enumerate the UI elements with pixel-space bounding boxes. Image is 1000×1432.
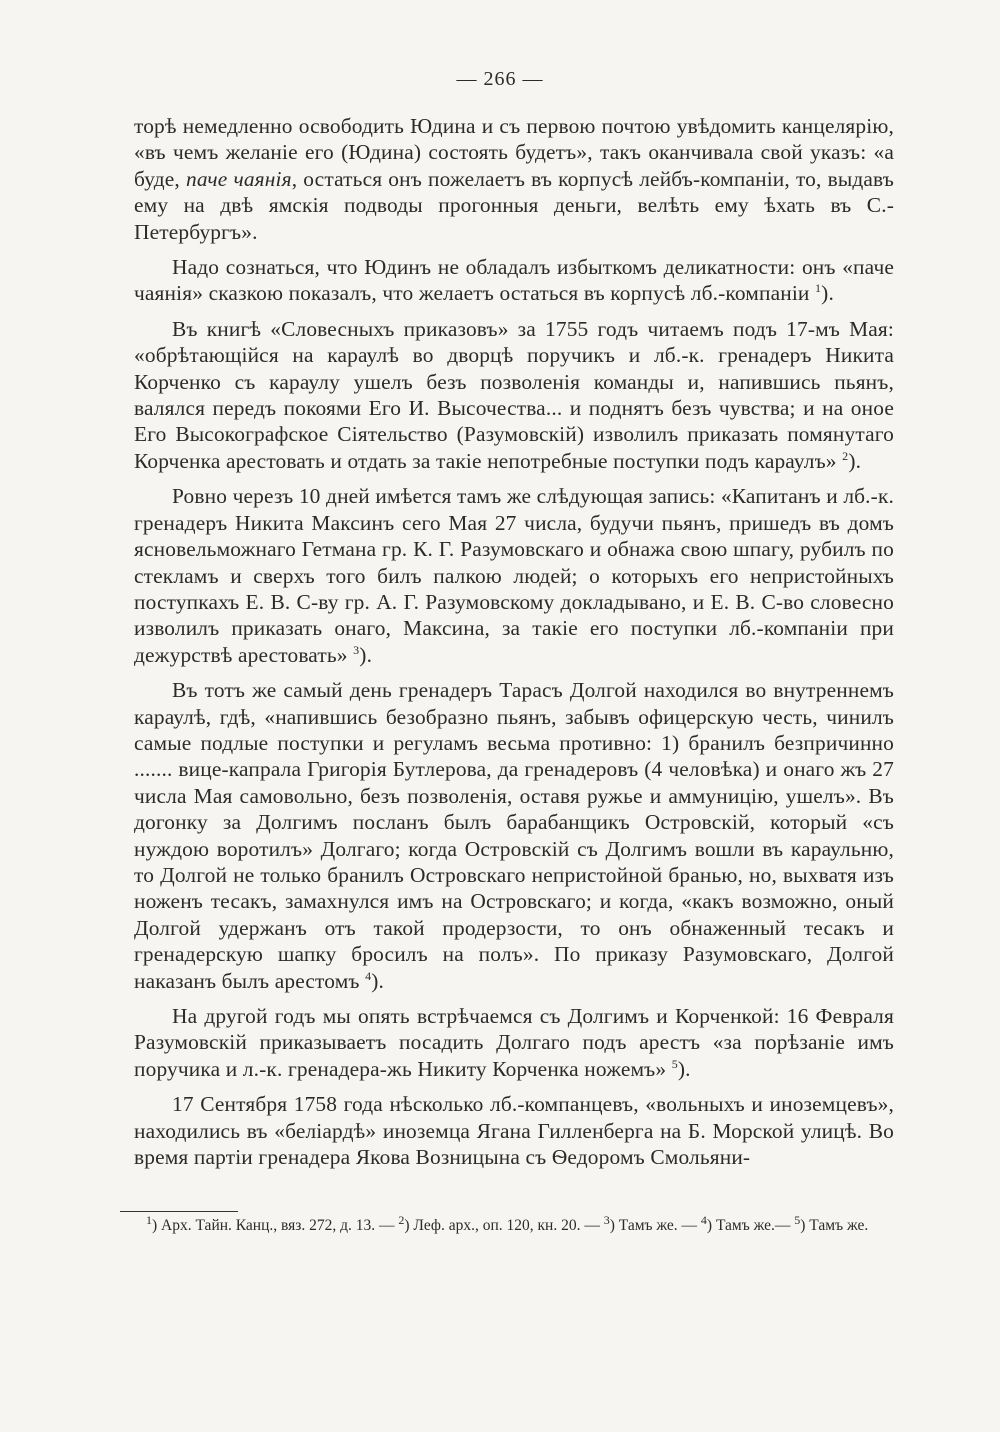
footnote-ref-3: 3 — [353, 642, 360, 657]
footnote-ref-2: 2 — [842, 448, 849, 463]
paragraph-6 — [134, 1003, 894, 1082]
paragraph-3-tail: ). — [848, 448, 862, 473]
paragraph-2-tail: ). — [821, 281, 834, 306]
footnote-text-1: ) Арх. Тайн. Канц., вяз. 272, д. 13. — — [152, 1217, 399, 1234]
paragraph-4 — [134, 483, 894, 668]
paragraph-1-italic: паче чаянія — [185, 166, 292, 191]
body-text — [134, 113, 894, 1179]
footnote-text-2: ) Леф. арх., оп. 120, кн. 20. — — [404, 1217, 604, 1234]
paragraph-1 — [134, 113, 894, 245]
paragraph-4-text: Ровно черезъ 10 дней имѣется тамъ же слѣдующая запись: «Капитанъ и лб.-к. гренадеръ Никита Максинъ сего Мая 27 числа, будучи пьянъ, пришедъ въ домъ ясновельможнаго Гетмана гр. К. Г. Разумовскаго и обнажа свою шпагу, рубилъ по стекламъ и сверхъ того билъ палкою людей; о которыхъ его непристойныхъ поступкахъ Е. В. С-ву гр. А. Г. Разумовскому докладывано, и Е. В. С-во словесно изволилъ приказать онаго, Максина, за такіе его поступки лб.-компаніи при дежурствѣ арестовать» — [134, 484, 894, 667]
paragraph-3-text: Въ книгѣ «Словесныхъ приказовъ» за 1755 годъ читаемъ подъ 17-мъ Мая: «обрѣтающійся на караулѣ во дворцѣ поручикъ и лб.-к. гренадеръ Никита Корченко съ караулу ушелъ безъ позволенія команды и, напившись пьянъ, валялся передъ покоями Его И. Высочества... и поднятъ безъ чувства; и на оное Его Высокографское Сіятельство (Разумовскій) изволилъ приказать помянутаго Корченка арестовать и отдать за такіе непотребные поступки подъ караулъ» — [134, 316, 894, 473]
paragraph-5-text: Въ тотъ же самый день гренадеръ Тарасъ Долгой находился во внутреннемъ караулѣ, гдѣ, «напившись безобразно пьянъ, забывъ офицерскую честь, чинилъ самые подлые поступки и регуламъ весьма противно: 1) бранилъ безпричинно ....... вице-капрала Григорія Бутлерова, да гренадеровъ (4 человѣка) и онаго жъ 27 числа Мая самовольно, безъ позволенія, оставя ружье и аммуницію, ушелъ». Въ догонку за Долгимъ посланъ былъ барабанщикъ Островскій, который «съ нуждою воротилъ» Долгаго; когда Островскій съ Долгимъ вошли въ караульню, то Долгой не только бранилъ Островскаго непристойной бранью, но, выхватя изъ ноженъ тесакъ, замахнулся имъ на Островскаго; и когда, «какъ возможно, оный Долгой удержанъ отъ такой продерзости, то онъ обнаженный тесакъ и гренадерскую шапку бросилъ на полъ». По приказу Разумовскаго, Долгой наказанъ былъ арестомъ — [134, 678, 894, 993]
paragraph-2 — [134, 254, 894, 307]
footnote-text-4: ) Тамъ же.— — [706, 1217, 795, 1234]
paragraph-4-tail: ). — [359, 642, 373, 667]
footnote-number-2: 2 — [398, 1212, 405, 1227]
paragraph-2-text: Надо сознаться, что Юдинъ не обладалъ избыткомъ деликатности: онъ «паче чаянія» сказкою показалъ, что желаетъ остаться въ корпусѣ лб.-компаніи — [134, 255, 894, 306]
paragraph-3 — [134, 316, 894, 474]
footnote-divider — [120, 1211, 238, 1212]
paragraph-6-tail: ). — [677, 1056, 691, 1081]
paragraph-7 — [134, 1091, 894, 1170]
footnote-number-5: 5 — [794, 1212, 801, 1227]
footnote-text-3: ) Тамъ же. — — [609, 1217, 701, 1234]
footnote-line — [110, 1212, 900, 1236]
footnote-number-4: 4 — [700, 1212, 707, 1227]
footnote-ref-4: 4 — [365, 968, 372, 983]
footnote-number-3: 3 — [603, 1212, 610, 1227]
footnote-text-5: ) Тамъ же. — [800, 1217, 869, 1234]
paragraph-1-text-a: торѣ немедленно освободить Юдина и съ первою почтою увѣдомить канцелярію, «въ чемъ желаніе его (Юдина) состоять будетъ», такъ оканчивала свой указъ: «а буде, — [134, 114, 894, 191]
paragraph-6-text: На другой годъ мы опять встрѣчаемся съ Долгимъ и Корченкой: 16 Февраля Разумовскій приказываетъ посадить Долгаго подъ арестъ «за порѣзаніе имъ поручика и л.-к. гренадера-жь Никиту Корченка ножемъ» — [134, 1004, 894, 1081]
paragraph-5 — [134, 677, 894, 994]
page-number: — 266 — — [456, 68, 544, 90]
footnotes — [110, 1212, 900, 1236]
paragraph-7-text: 17 Сентября 1758 года нѣсколько лб.-компанцевъ, «вольныхъ и иноземцевъ», находились въ «беліардѣ» иноземца Ягана Гилленберга на Б. Морской улицѣ. Во время партіи гренадера Якова Возницына съ Ѳедоромъ Смольяни- — [134, 1092, 894, 1170]
footnote-ref-5: 5 — [671, 1056, 678, 1071]
footnote-ref-1: 1 — [815, 281, 822, 296]
paragraph-5-tail: ). — [371, 968, 385, 993]
paragraph-1-text-b: , остаться онъ пожелаетъ въ корпусѣ лейбъ-компаніи, то, выдавъ ему на двѣ ямскія подводы прогонныя деньги, велѣть ему ѣхать въ С.-Петербургъ». — [134, 166, 894, 244]
footnote-number-1: 1 — [146, 1212, 152, 1227]
